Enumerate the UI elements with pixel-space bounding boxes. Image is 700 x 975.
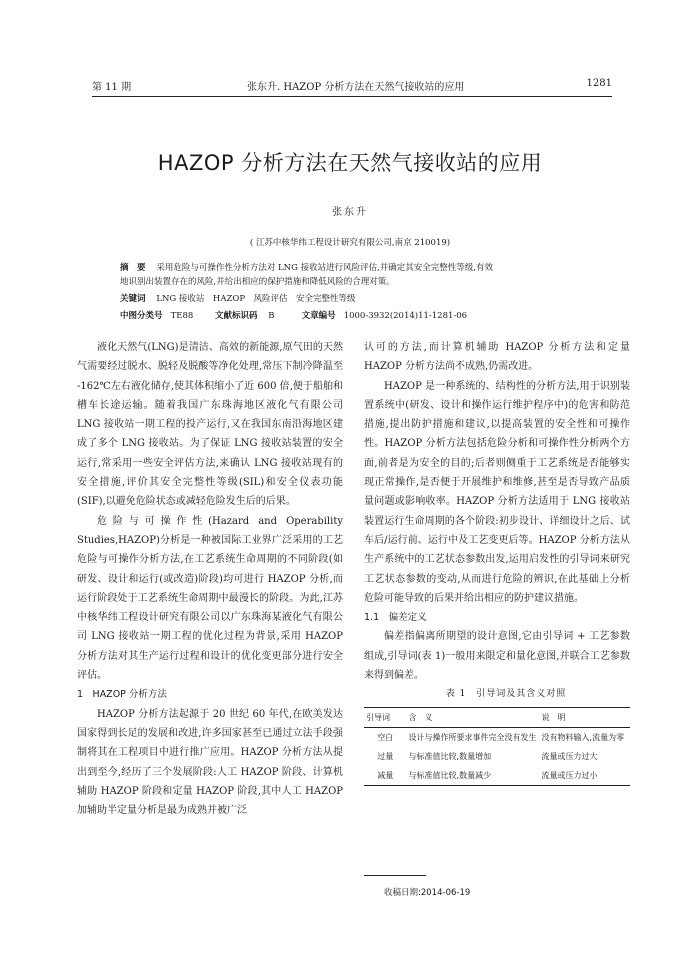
table-cell: 空白 [377, 732, 394, 742]
paragraph: 偏差指偏离所期望的设计意图,它由引导词 + 工艺参数组成,引导词(表 1)一般用来限定和量化意图,并联合工艺参数来得到偏差。 [364, 631, 630, 682]
abstract-continuation [120, 275, 600, 289]
running-header [92, 78, 612, 94]
header-rule [92, 96, 612, 97]
section-heading: 1 HAZOP 分析方法 [77, 689, 167, 701]
abstract-label: 摘 要 [120, 263, 146, 273]
keywords [120, 292, 600, 306]
table-row [364, 766, 630, 786]
table-cell: 没有物料输入,流量为零 [541, 732, 625, 742]
paragraph: HAZOP 是一种系统的、结构性的分析方法,用于识别装置系统中(研发、设计和操作运行维护程序中)的危害和防范措施,提出防护措施和建议,以提高装置的安全性和可操作性。HAZOP 分析方法包括危险分析和可操作性分析两个方面,前者是为安全的目的;后者则侧重于工艺系统是否能够实现正常操作,是否便于开展维护和维修,甚至是否导致产品质量问题或影响收率。HAZOP 分析方法适用于 LNG 接收站装置运行生命周期的各个阶段:初步设计、详细设计之后、试车后/运行前、运行中及工艺变更后等。HAZOP 分析方法从生产系统中的工艺状态参数出发,运用启发性的引导词来研究工艺状态参数的变动,从而进行危险的辨识,在此基础上分析危险可能导致的后果并给出相应的防护建议措施。 [364, 380, 630, 604]
table-header-cell: 说 明 [540, 707, 630, 727]
table-cell: 与标准值比较,数量增加 [408, 751, 492, 761]
doc-code-label: 文献标识码 [214, 311, 258, 321]
clc-label: 中图分类号 [120, 311, 163, 321]
article-number-label: 文章编号 [301, 311, 336, 321]
paragraph: 液化天然气(LNG)是清洁、高效的新能源,原气田的天然气需要经过脱水、脱轻及脱酸等净化处理,常压下制冷降温至 -162℃左右液化储存,使其体积缩小了近 600 倍,便于船舶和槽车长途运输。随着我国广东珠海地区液化气有限公司 LNG 接收站一期工程的投产运行,又在我国东南沿海地区建成了多个 LNG 接收站。为了保证 LNG 接收站装置的安全运行,常采用一些安全评估方法,来确认 LNG 接收站现有的安全措施,评价其安全完整性等级(SIL)和安全仪表功能(SIF),以避免危险状态或减轻危险发生后的后果。 [77, 342, 343, 508]
keywords-text: LNG 接收站 HAZOP 风险评估 安全完整性等级 [156, 294, 356, 304]
table-row [364, 727, 630, 747]
table-cell: 流量或压力过大 [541, 751, 598, 761]
page-number: 1281 [586, 78, 612, 89]
subsection-heading: 1.1 偏差定义 [364, 612, 427, 624]
table-cell: 设计与操作所要求事件完全没有发生 [408, 732, 537, 742]
issue-number: 第 11 期 [92, 82, 132, 93]
paper-title: HAZOP 分析方法在天然气接收站的应用 [157, 151, 543, 175]
table-row [364, 747, 630, 766]
paragraph: 认可的方法,而计算机辅助 HAZOP 分析方法和定量 HAZOP 分析方法尚不成熟,仍需改进。 [364, 342, 630, 373]
table-cell: 过量 [377, 751, 394, 761]
running-title: 张东升. HAZOP 分析方法在天然气接收站的应用 [247, 82, 465, 93]
table-cell: 减量 [364, 766, 407, 786]
classification-line [120, 309, 600, 323]
doc-code-value: B [268, 311, 275, 321]
affiliation: ( 江苏中核华纬工程设计研究有限公司,南京 210019) [249, 238, 451, 248]
left-column [77, 338, 343, 820]
paragraph: 危险与可操作性(Hazard and Operability Studies,HAZOP)分析是一种被国际工业界广泛采用的工艺危险与可操作分析方法,在工艺系统生命周期的不同阶段(如研发、设计和运行(或改造)阶段)均可进行 HAZOP 分析,而运行阶段处于工艺系统生命周期中最漫长的阶段。为此,江苏中核华纬工程设计研究有限公司以广东珠海某液化气有限公司 LNG 接收站一期工程的优化过程为背景,采用 HAZOP 分析方法对其生产运行过程和设计的优化变更部分进行安全评估。 [77, 515, 343, 682]
table-header-cell: 引导词 [364, 707, 407, 727]
abstract-line-2: 地识别出装置存在的风险,并给出相应的保护措施和降低风险的合理对策。 [120, 277, 395, 287]
table-caption: 表 1 引导词及其含义对照 [445, 689, 567, 700]
right-column [364, 338, 630, 786]
guideword-table [364, 707, 630, 786]
clc-value: TE88 [170, 311, 194, 321]
table-cell: 流量或压力过小 [540, 766, 630, 786]
abstract-line-1: 采用危险与可操作性分析方法对 LNG 接收站进行风险评估,并确定其安全完整性等级,有效 [156, 263, 494, 273]
paragraph: HAZOP 分析方法起源于 20 世纪 60 年代,在欧美发达国家得到长足的发展和改进,许多国家甚至已通过立法手段强制将其在工程项目中进行推广应用。HAZOP 分析方法从提出到至今,经历了三个发展阶段:人工 HAZOP 阶段、计算机辅助 HAZOP 阶段和定量 HAZOP 阶段,其中人工 HAZOP 加辅助半定量分析是最为成熟并被广泛 [77, 708, 343, 817]
author-name: 张东升 [332, 207, 368, 218]
table-cell: 与标准值比较,数量减少 [407, 766, 540, 786]
abstract [120, 261, 600, 275]
table-header-cell: 含 义 [407, 707, 540, 727]
keywords-label: 关键词 [120, 294, 146, 304]
received-date: 收稿日期:2014-06-19 [384, 888, 471, 898]
table-header-row [364, 707, 630, 727]
footnote-rule [364, 875, 426, 876]
article-number-value: 1000-3932(2014)11-1281-06 [343, 311, 468, 321]
